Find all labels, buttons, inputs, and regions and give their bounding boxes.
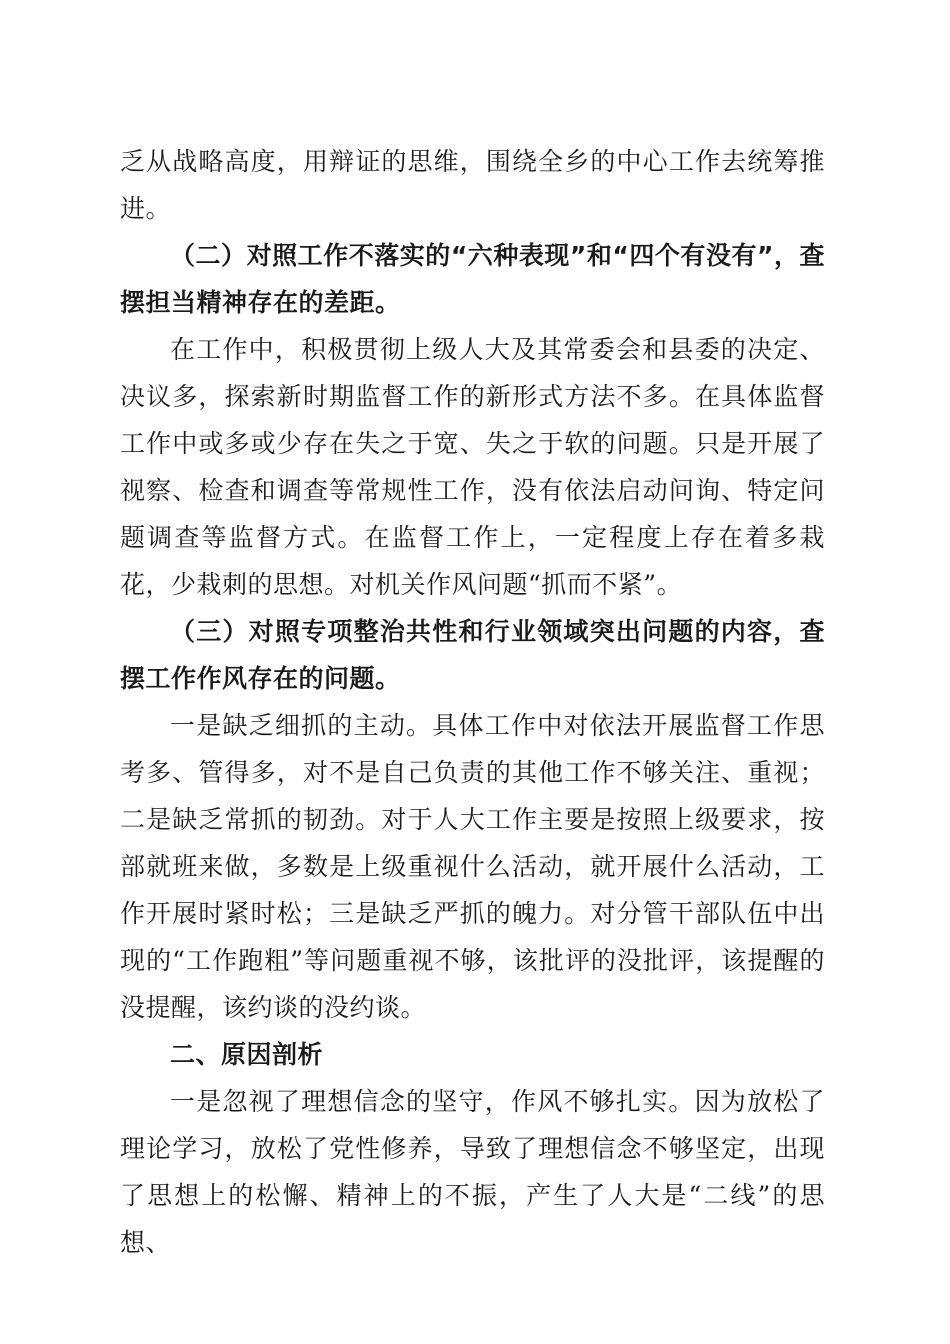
paragraph-body-3: 一是忽视了理想信念的坚守，作风不够扎实。因为放松了理论学习，放松了党性修养，导致了理想信念不够坚定，出现了思想上的松懈、精神上的不振，产生了人大是“二线”的思想、 [120, 1087, 825, 1257]
paragraph-continuation: 乏从战略高度，用辩证的思维，围绕全乡的中心工作去统筹推进。 [120, 147, 825, 223]
paragraph-body-1: 在工作中，积极贯彻上级人大及其常委会和县委的决定、决议多，探索新时期监督工作的新形式方法不多。在具体监督工作中或多或少存在失之于宽、失之于软的问题。只是开展了视察、检查和调查等常规性工作，没有依法启动问询、特定问题调查等监督方式。在监督工作上，一定程度上存在着多栽花，少栽刺的思想。对机关作风问题“抓而不紧”。 [120, 335, 825, 599]
chapter-heading-cause-analysis: 二、原因剖析 [170, 1040, 324, 1069]
paragraph-body-2: 一是缺乏细抓的主动。具体工作中对依法开展监督工作思考多、管得多，对不是自己负责的其他工作不够关注、重视；二是缺乏常抓的韧劲。对于人大工作主要是按照上级要求，按部就班来做，多数是上级重视什么活动，就开展什么活动，工作开展时紧时松；三是缺乏严抓的魄力。对分管干部队伍中出现的“工作跑粗”等问题重视不够，该批评的没批评，该提醒的没提醒，该约谈的没约谈。 [120, 711, 825, 1022]
document-body [120, 138, 825, 1266]
section-heading-2: （二）对照工作不落实的“六种表现”和“四个有没有”，查摆担当精神存在的差距。 [120, 241, 825, 317]
section-heading-3: （三）对照专项整治共性和行业领域突出问题的内容，查摆工作作风存在的问题。 [120, 617, 825, 693]
